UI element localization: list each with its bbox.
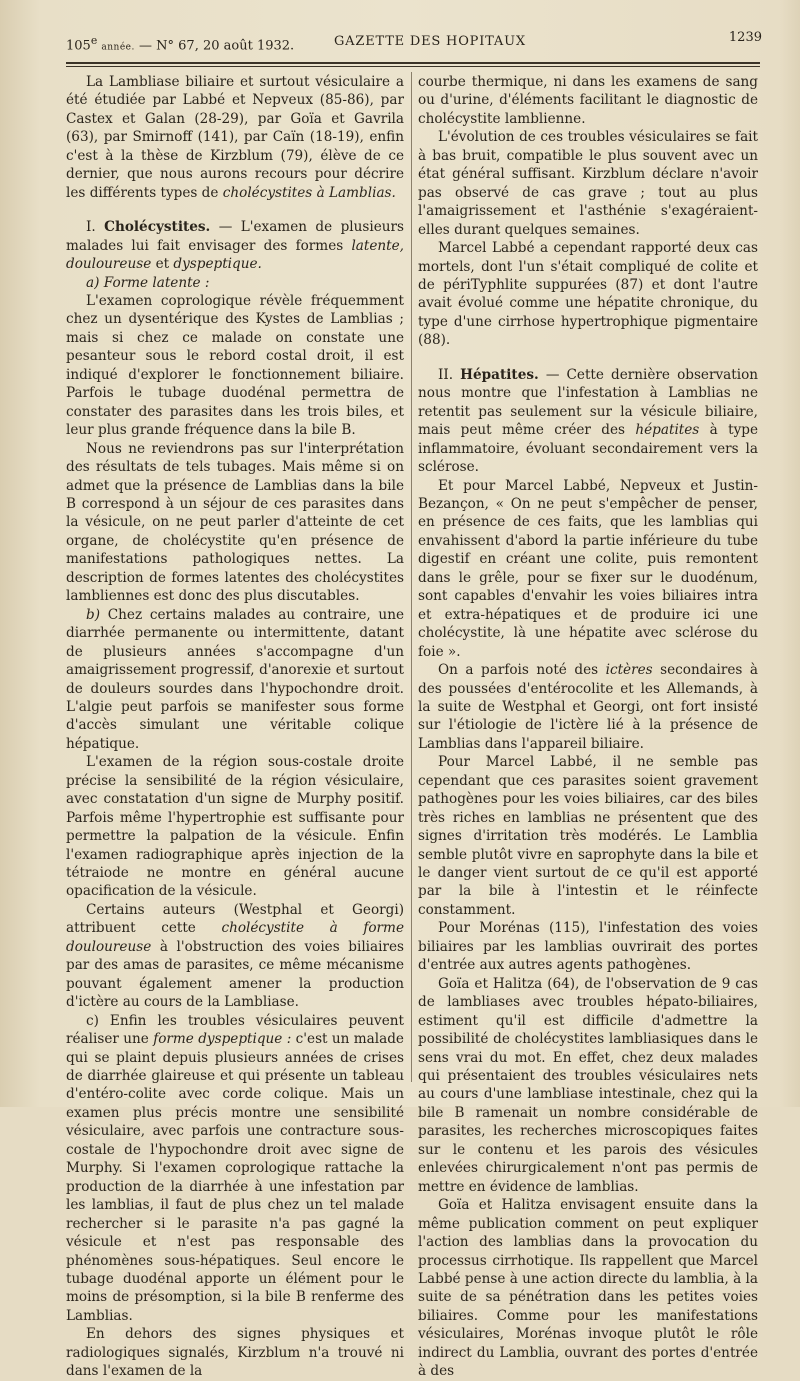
- paragraph: c) Enfin les troubles vésiculaires peuvent réaliser une forme dyspeptique : c'est un malade qui se plaint depuis plusieurs années de crises de diarrhée glaireuse et qui présente un tableau d'entéro-colite avec corde colique. Mais un examen plus précis montre une sensibilité vésiculaire, avec parfois une contracture sous-costale de l'hypochondre droit avec signe de Murphy. Si l'examen coprologique rattache la production de la diarrhée à une infestation par les lamblias, il faut de plus chez un tel malade rechercher si le parasite n'a pas gagné la vésicule et n'est pas responsable des phénomènes sous-hépatiques. Seul encore le tubage duodénal apporte un élément pour le moins de présomption, si la bile B renferme des Lamblias.: [66, 1012, 404, 1324]
- paragraph: L'évolution de ces troubles vésiculaires se fait à bas bruit, compatible le plus souvent avec un état général suffisant. Kirzblum déclare n'avoir pas observé de cas grave ; tout au plus l'amaigrissement et l'asthénie s'exagéraient-elles durant quelques semaines.: [418, 129, 758, 238]
- column-divider: [411, 72, 412, 1082]
- paragraph: Pour Morénas (115), l'infestation des voies biliaires par les lamblias ouvrirait des portes d'entrée aux autres agents pathogènes.: [418, 920, 758, 974]
- issue-info: 105e année. — N° 67, 20 août 1932.: [66, 34, 295, 54]
- paragraph: Et pour Marcel Labbé, Nepveux et Justin-Bezançon, « On ne peut s'empêcher de penser, en présence de ces faits, que les lamblias qui envahissent d'abord la partie inférieure du tube digestif en créant une colite, puis remontent dans le grêle, pour se fixer sur le duodénum, sont capables d'envahir les voies biliaires intra et extra-hépatiques et de produire ici une cholécystite, là une hépatite avec sclérose du foie ».: [418, 477, 758, 660]
- paragraph: courbe thermique, ni dans les examens de sang ou d'urine, d'éléments facilitant le diagnostic de cholécystite lamblienne.: [418, 74, 758, 127]
- section-title: Hépatites.: [460, 366, 539, 383]
- left-column: [66, 73, 404, 1381]
- page-header: [66, 30, 762, 56]
- section-hepatites: II. Hépatites. — Cette dernière observation nous montre que l'infestation à Lamblias ne retentit pas seulement sur la vésicule biliaire, mais peut même créer des hépatites à type inflammatoire, évoluant secondairement vers la sclérose.: [418, 366, 759, 476]
- paragraph: L'examen de la région sous-costale droite précise la sensibilité de la région vésiculaire, avec constatation d'un signe de Murphy positif. Parfois même l'hypertrophie est suffisante pour permettre la palpation de la vésicule. Enfin l'examen radiographique après injection de la tétraiode ne montre en général aucune opacification de la vésicule.: [66, 754, 404, 900]
- header-rule-thin: [66, 66, 760, 67]
- paragraph: Certains auteurs (Westphal et Georgi) attribuent cette cholécystite à forme douloureuse à l'obstruction des voies biliaires par des amas de parasites, ce même mécanisme pouvant également amener la production d'ictère au cours de la Lambliase.: [66, 901, 404, 1011]
- paragraph: En dehors des signes physiques et radiologiques signalés, Kirzblum n'a trouvé ni dans l'examen de la: [66, 1326, 404, 1380]
- section-title: Cholécystites.: [104, 219, 211, 236]
- paragraph: Goïa et Halitza envisagent ensuite dans la même publication comment on peut expliquer l'action des lamblias dans la provocation du processus cirrhotique. Ils rappellent que Marcel Labbé pense à une action directe du lamblia, à la suite de sa pénétration dans les petites voies biliaires. Comme pour les manifestations vésiculaires, Morénas invoque plutôt le rôle indirect du Lamblia, ouvrant des portes d'entrée à des: [418, 1197, 759, 1380]
- journal-title: GAZETTE DES HOPITAUX: [334, 34, 526, 49]
- header-rule-thick: [66, 62, 760, 64]
- page-number: 1239: [728, 30, 762, 45]
- section-cholecystites: I. Cholécystites. — L'examen de plusieurs malades lui fait envisager des formes latente, douloureuse et dyspeptique.: [66, 219, 404, 273]
- paragraph: Goïa et Halitza (64), de l'observation de 9 cas de lambliases avec troubles hépato-biliaires, estiment qu'il est difficile d'admettre la possibilité de cholécystites lambliasiques dans le sens vrai du mot. En effet, chez deux malades qui présentaient des troubles vésiculaires nets au cours d'une lambliase intestinale, chez qui la bile B ramenait un nombre considérable de parasites, les recherches microscopiques faites sur le contenu et les parois des vésicules enlevées chirurgicalement n'ont pas permis de mettre en évidence de lamblias.: [418, 975, 758, 1195]
- right-column: [418, 73, 758, 1381]
- paragraph: Pour Marcel Labbé, il ne semble pas cependant que ces parasites soient gravement pathogènes pour les voies biliaires, car des biles très riches en lamblias ne présentent que des signes d'irritation très modérés. Le Lamblia semble plutôt vivre en saprophyte dans la bile et le danger vient surtout de ce qu'il est apporté par la bile à l'intestin et le réinfecte constamment.: [418, 754, 758, 918]
- paragraph: L'examen coprologique révèle fréquemment chez un dysentérique des Kystes de Lamblias ; mais si chez ce malade on constate une pesanteur sous le rebord costal droit, il est indiqué d'explorer le fonctionnement biliaire. Parfois le tubage duodénal permettra de constater des parasites dans les trois biles, et leur plus grande fréquence dans la bile B.: [66, 292, 404, 439]
- paragraph: b) Chez certains malades au contraire, une diarrhée permanente ou intermittente, datant de plusieurs années s'accompagne d'un amaigrissement progressif, d'anorexie et surtout de douleurs sourdes dans l'hypochondre droit. L'algie peut parfois se manifester sous forme d'accès simulant une véritable colique hépatique.: [66, 606, 404, 752]
- intro-paragraph: La Lambliase biliaire et surtout vésiculaire a été étudiée par Labbé et Nepveux (85-86), par Castex et Galan (28-29), par Goïa et Gavrila (63), par Smirnoff (141), par Caïn (18-19), enfin c'est à la thèse de Kirzblum (79), élève de ce dernier, que nous aurons recours pour décrire les différents types de cholécystites à Lamblias.: [66, 74, 404, 201]
- paragraph: Marcel Labbé a cependant rapporté deux cas mortels, dont l'un s'était compliqué de colite et de périTyphlite suppurées (87) et dont l'autre avait évolué comme une hépatite chronique, du type d'une cirrhose hypertrophique pigmentaire (88).: [418, 240, 758, 349]
- paragraph: Nous ne reviendrons pas sur l'interprétation des résultats de tels tubages. Mais même si on admet que la présence de Lamblias dans la bile B correspond à un séjour de ces parasites dans la vésicule, on ne peut parler d'atteinte de cet organe, de cholécystite qu'en présence de manifestations pathologiques nettes. La description de formes latentes des cholécystites lambliennes est donc des plus discutables.: [66, 440, 404, 605]
- paragraph: On a parfois noté des ictères secondaires à des poussées d'entérocolite et les Allemands, à la suite de Westphal et Georgi, ont fort insisté sur l'étiologie de l'ictère lié à la présence de Lamblias dans l'appareil biliaire.: [418, 662, 758, 752]
- subheading-latente: a) Forme latente :: [86, 274, 210, 291]
